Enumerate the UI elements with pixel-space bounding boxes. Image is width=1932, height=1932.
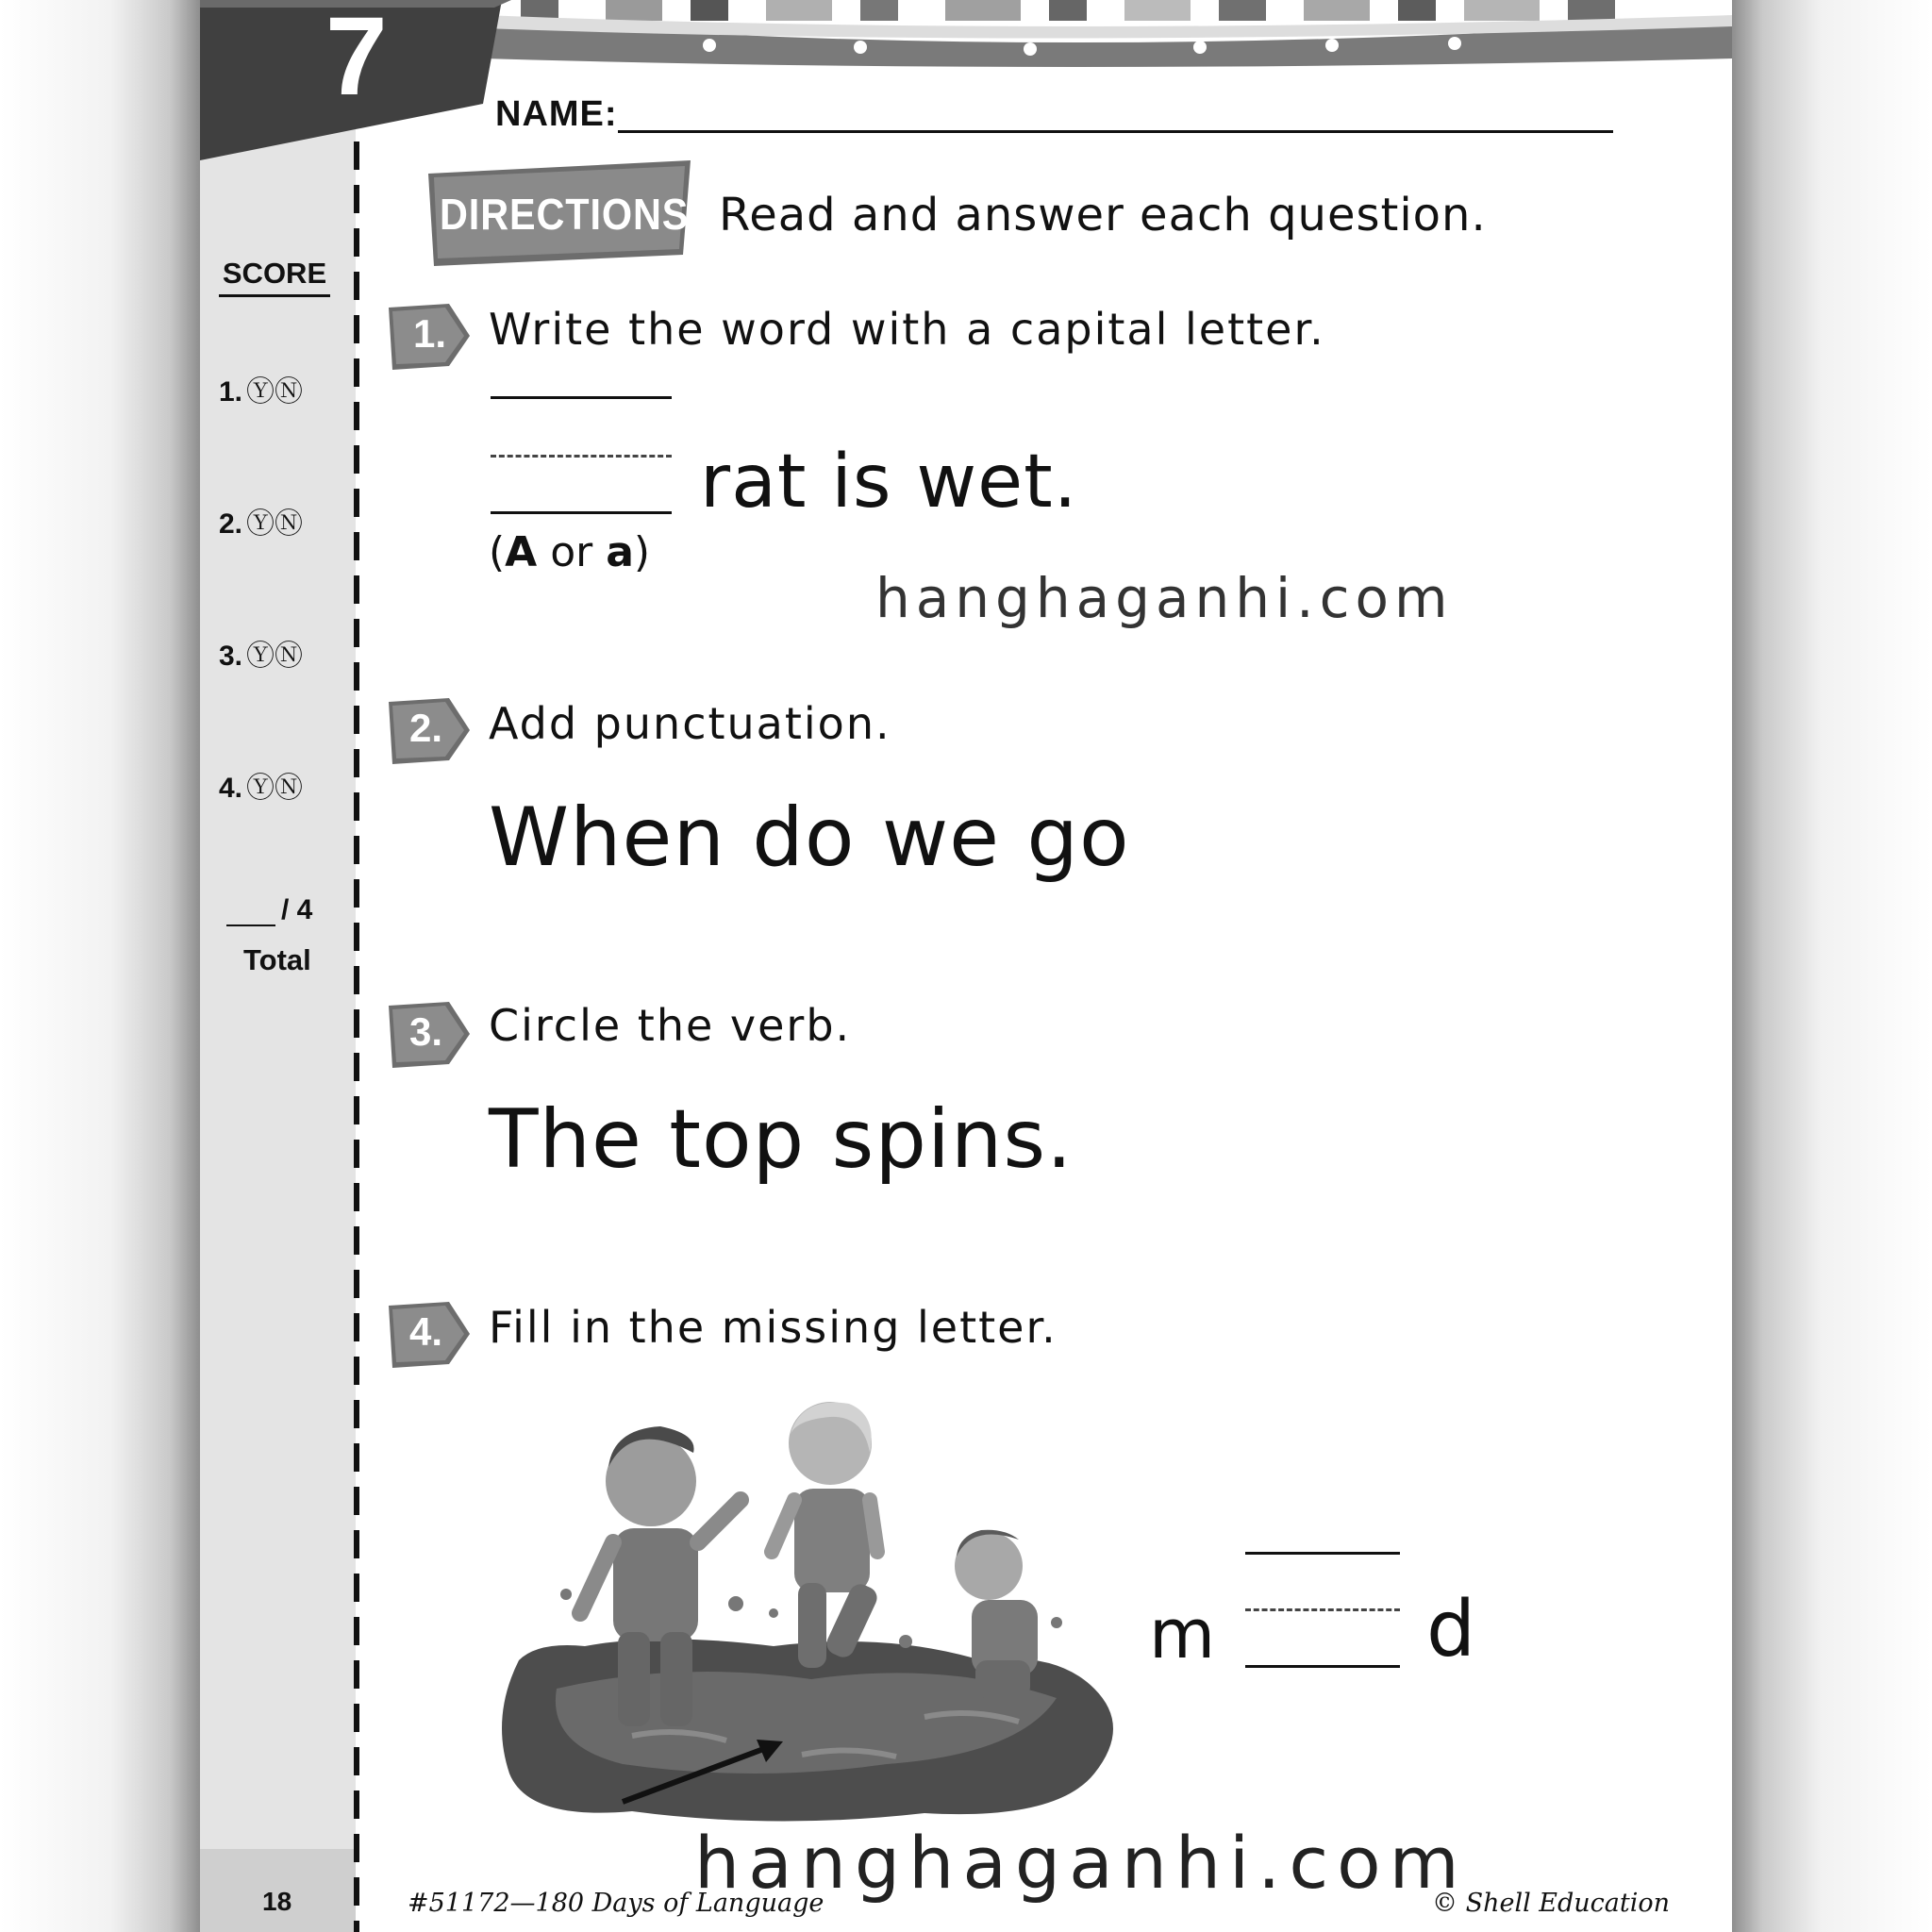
score-item-1: [219, 368, 303, 409]
question-2-prompt: Add punctuation.: [489, 698, 891, 749]
yes-no-circles[interactable]: ⓎⓃ: [246, 508, 304, 540]
directions-text: Read and answer each question.: [719, 189, 1487, 242]
handwriting-mid-line: [1245, 1608, 1400, 1611]
question-1-sentence: rat is wet.: [700, 440, 1078, 525]
header-banner: [200, 0, 1732, 160]
watermark-text: hanghaganhi.com: [875, 566, 1454, 630]
score-item-4: [219, 764, 303, 806]
page-number: 18: [262, 1887, 292, 1916]
handwriting-mid-line: [491, 455, 672, 458]
copyright: © Shell Education: [1432, 1889, 1671, 1918]
yes-no-circles[interactable]: ⓎⓃ: [246, 641, 304, 672]
answer-blank-4[interactable]: [1245, 1665, 1400, 1668]
score-item-number: 2.: [219, 508, 243, 540]
score-item-number: 1.: [219, 376, 243, 408]
question-1-choices: [489, 528, 650, 576]
header-stripes: [483, 0, 1732, 67]
sidebar-divider: [354, 142, 359, 1932]
page-shadow-right: [1732, 0, 1932, 1932]
question-3-prompt: Circle the verb.: [489, 1000, 852, 1051]
yes-no-circles[interactable]: ⓎⓃ: [246, 773, 304, 804]
question-2-number: 2.: [409, 706, 443, 750]
question-4-number: 4.: [409, 1309, 443, 1354]
total-score-blank[interactable]: [226, 924, 275, 926]
choice-paren-open: (: [489, 528, 506, 576]
score-item-3: [219, 632, 303, 674]
question-2-sentence[interactable]: When do we go: [489, 791, 1130, 885]
name-field-line[interactable]: [618, 130, 1613, 133]
yes-no-circles[interactable]: ⓎⓃ: [246, 376, 304, 408]
total-score-denominator: / 4: [281, 894, 313, 925]
question-4-prompt: Fill in the missing letter.: [489, 1302, 1058, 1353]
question-4-word-start: m: [1149, 1594, 1217, 1674]
total-score: [226, 894, 312, 926]
score-item-number: 3.: [219, 641, 243, 672]
page-shadow-left: [0, 0, 200, 1932]
score-item-number: 4.: [219, 773, 243, 804]
total-label: Total: [243, 943, 311, 976]
name-label: NAME:: [495, 94, 618, 134]
watermark-text-large: hanghaganhi.com: [694, 1821, 1468, 1905]
question-3-sentence[interactable]: The top spins.: [489, 1092, 1074, 1187]
book-reference: #51172—180 Days of Language: [408, 1889, 824, 1918]
score-item-2: [219, 500, 303, 541]
question-4-word-end: d: [1426, 1585, 1477, 1674]
choice-uppercase: A: [505, 528, 538, 576]
handwriting-top-line: [491, 396, 672, 399]
question-1-number: 1.: [413, 311, 447, 356]
question-1-prompt: Write the word with a capital letter.: [489, 304, 1325, 355]
choice-paren-close: ): [633, 528, 651, 576]
day-number: 7: [325, 0, 388, 119]
answer-blank-1[interactable]: [491, 511, 672, 514]
choice-lowercase: a: [606, 528, 634, 576]
handwriting-top-line: [1245, 1552, 1400, 1555]
mud-puddle-illustration: [491, 1377, 1132, 1830]
directions-label: DIRECTIONS: [440, 190, 690, 239]
choice-or: or: [537, 528, 607, 576]
score-label: SCORE: [219, 257, 330, 297]
question-3-number: 3.: [409, 1009, 443, 1054]
